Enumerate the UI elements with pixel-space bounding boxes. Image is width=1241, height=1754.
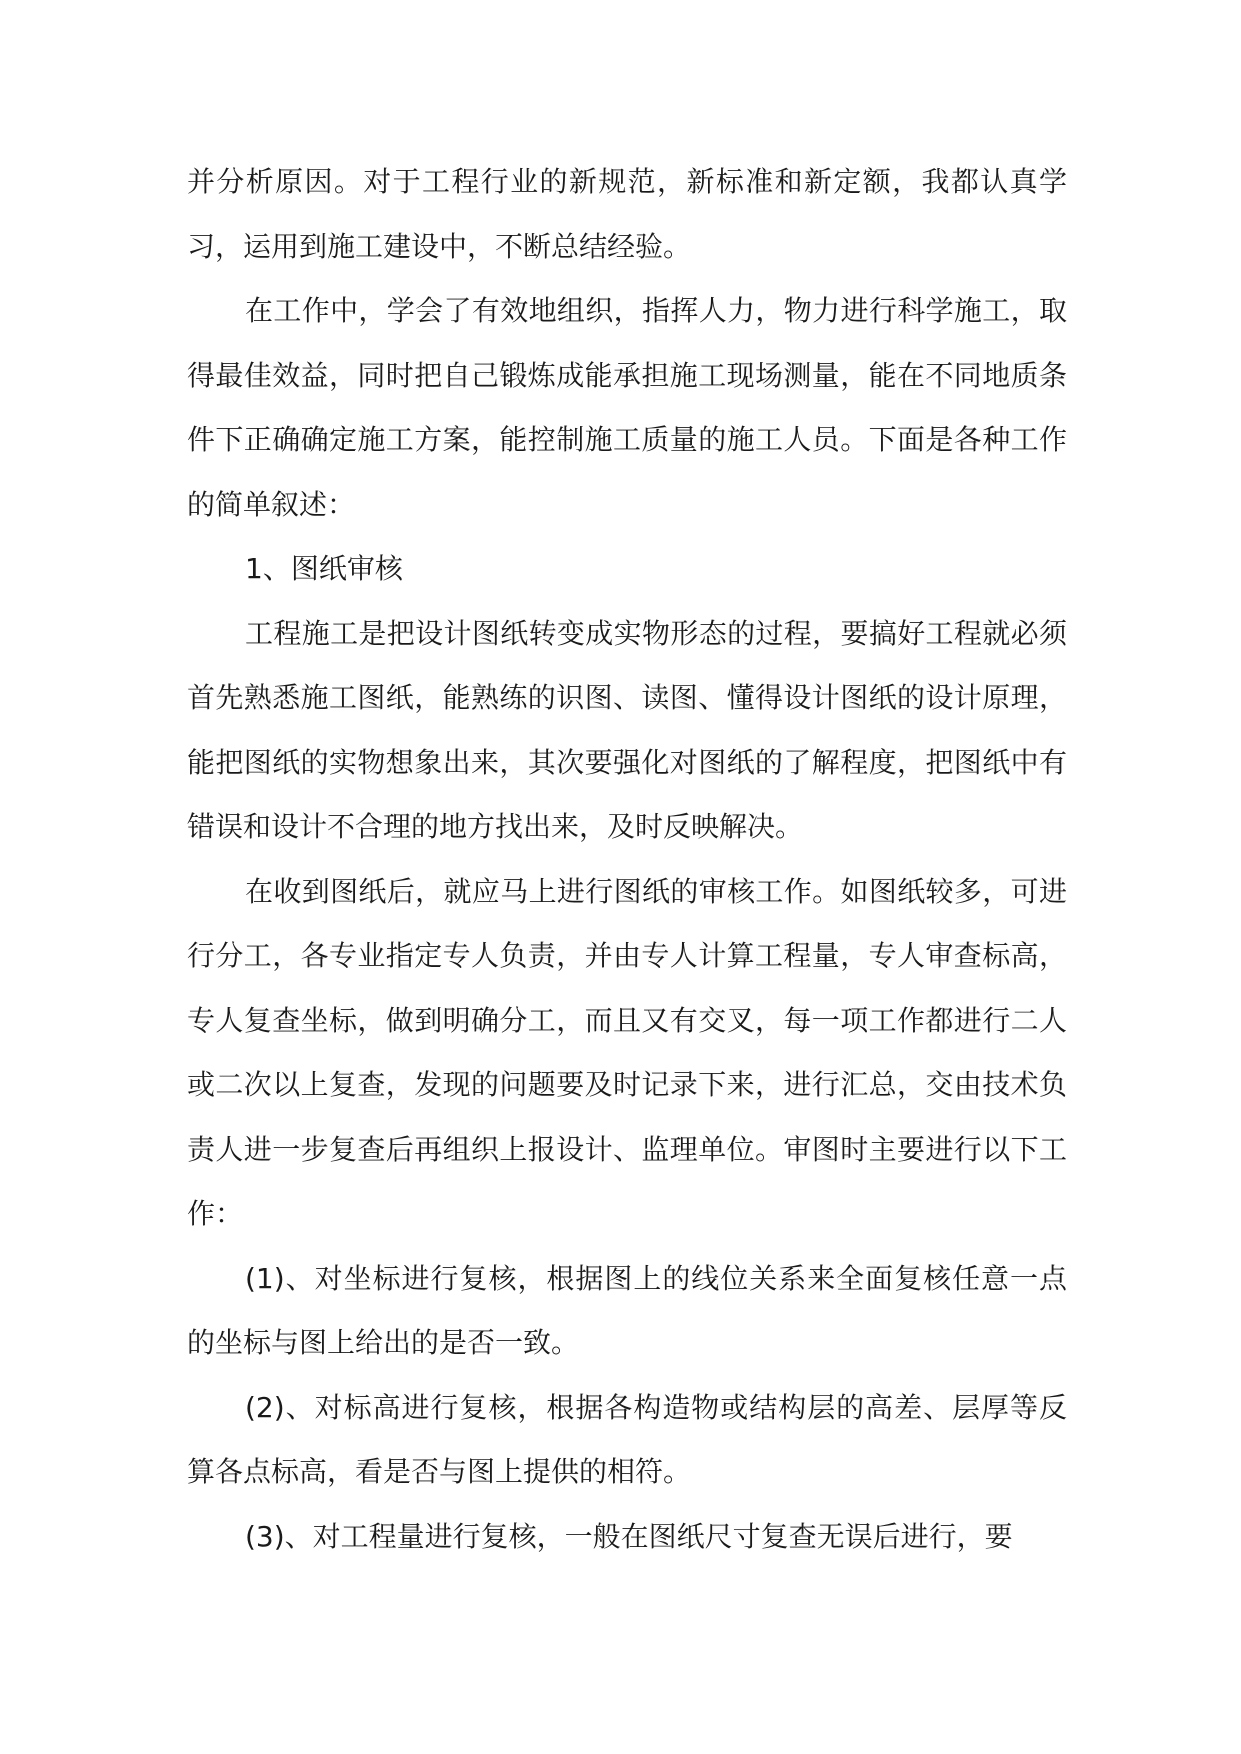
paragraph-work-overview: 在工作中，学会了有效地组织，指挥人力，物力进行科学施工，取得最佳效益，同时把自己锻炼成能承担施工现场测量，能在不同地质条件下正确确定施工方案，能控制施工质量的施工人员。下面是各种工作的简单叙述：: [187, 294, 1067, 521]
list-item-elevation-check: (2)、对标高进行复核，根据各构造物或结构层的高差、层厚等反算各点标高，看是否与图上提供的相符。: [187, 1390, 1067, 1488]
list-item-coordinate-check: (1)、对坐标进行复核，根据图上的线位关系来全面复核任意一点的坐标与图上给出的是否一致。: [187, 1261, 1067, 1359]
list-item-quantity-check: (3)、对工程量进行复核，一般在图纸尺寸复查无误后进行，要: [245, 1519, 1013, 1553]
paragraph-drawing-familiarity: 工程施工是把设计图纸转变成实物形态的过程，要搞好工程就必须首先熟悉施工图纸，能熟练的识图、读图、懂得设计图纸的设计原理，能把图纸的实物想象出来，其次要强化对图纸的了解程度，把图纸中有错误和设计不合理的地方找出来，及时反映解决。: [187, 616, 1067, 843]
paragraph-continuation: 并分析原因。对于工程行业的新规范，新标准和新定额，我都认真学习，运用到施工建设中，不断总结经验。: [187, 165, 1067, 263]
paragraph-review-process: 在收到图纸后，就应马上进行图纸的审核工作。如图纸较多，可进行分工，各专业指定专人负责，并由专人计算工程量，专人审查标高，专人复查坐标，做到明确分工，而且又有交叉，每一项工作都进行二人或二次以上复查，发现的问题要及时记录下来，进行汇总，交由技术负责人进一步复查后再组织上报设计、监理单位。审图时主要进行以下工作：: [187, 874, 1067, 1230]
document-body: [187, 150, 1067, 1569]
section-heading-drawing-review: 1、图纸审核: [245, 552, 403, 585]
